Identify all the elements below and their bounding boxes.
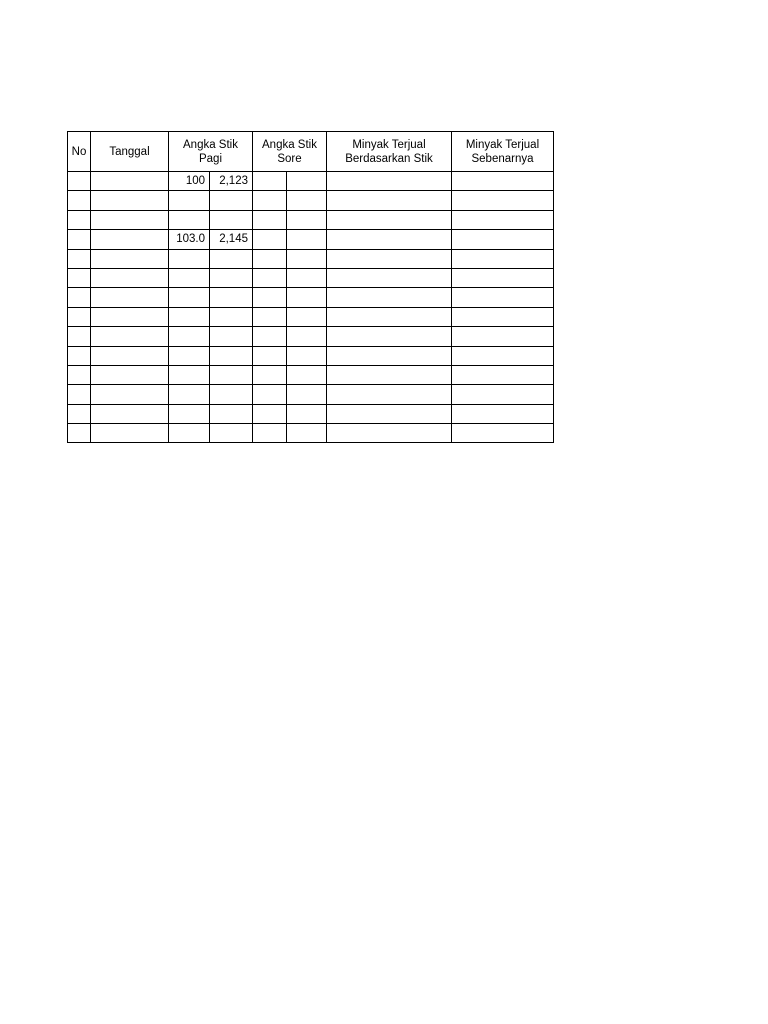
- terjual-stik-cell[interactable]: [327, 210, 452, 229]
- pagi-end-cell[interactable]: [210, 327, 253, 346]
- tanggal-cell[interactable]: [91, 210, 169, 229]
- terjual-sebenarnya-cell[interactable]: [452, 346, 554, 365]
- table-row: [68, 172, 554, 191]
- pagi-end-cell[interactable]: [210, 268, 253, 287]
- no-cell[interactable]: [68, 404, 91, 423]
- sore-start-cell[interactable]: [253, 365, 287, 384]
- pagi-start-cell[interactable]: [169, 210, 210, 229]
- sore-start-cell[interactable]: [253, 307, 287, 326]
- no-cell[interactable]: [68, 268, 91, 287]
- tanggal-cell[interactable]: [91, 365, 169, 384]
- sore-start-cell[interactable]: [253, 268, 287, 287]
- terjual-sebenarnya-cell[interactable]: [452, 327, 554, 346]
- terjual-stik-cell[interactable]: [327, 249, 452, 268]
- terjual-sebenarnya-cell[interactable]: [452, 365, 554, 384]
- terjual-sebenarnya-cell[interactable]: [452, 288, 554, 307]
- table-row: [68, 230, 554, 249]
- pagi-end-cell[interactable]: [210, 365, 253, 384]
- pagi-end-cell[interactable]: [210, 346, 253, 365]
- sore-end-cell[interactable]: [287, 307, 327, 326]
- tanggal-cell[interactable]: [91, 424, 169, 443]
- terjual-sebenarnya-cell[interactable]: [452, 191, 554, 210]
- table-row: [68, 249, 554, 268]
- table-row: [68, 424, 554, 443]
- sore-end-cell[interactable]: [287, 327, 327, 346]
- sore-end-cell[interactable]: [287, 230, 327, 249]
- tanggal-cell[interactable]: [91, 191, 169, 210]
- pagi-end-cell[interactable]: [210, 404, 253, 423]
- no-cell[interactable]: [68, 288, 91, 307]
- pagi-end-cell[interactable]: [210, 288, 253, 307]
- sore-start-cell[interactable]: [253, 191, 287, 210]
- pagi-start-cell[interactable]: [169, 307, 210, 326]
- terjual-stik-cell[interactable]: [327, 327, 452, 346]
- terjual-sebenarnya-cell[interactable]: [452, 230, 554, 249]
- no-cell[interactable]: [68, 249, 91, 268]
- pagi-end-cell[interactable]: [210, 385, 253, 404]
- terjual-stik-cell[interactable]: [327, 424, 452, 443]
- terjual-stik-cell[interactable]: [327, 191, 452, 210]
- pagi-start-cell[interactable]: 103.0: [169, 230, 210, 249]
- sore-end-cell[interactable]: [287, 191, 327, 210]
- pagi-start-cell[interactable]: [169, 327, 210, 346]
- terjual-sebenarnya-cell[interactable]: [452, 172, 554, 191]
- tanggal-cell[interactable]: [91, 249, 169, 268]
- pagi-end-cell[interactable]: 2,123: [210, 172, 253, 191]
- pagi-end-cell[interactable]: [210, 191, 253, 210]
- terjual-sebenarnya-cell[interactable]: [452, 385, 554, 404]
- tanggal-cell[interactable]: [91, 404, 169, 423]
- no-cell[interactable]: [68, 385, 91, 404]
- sore-end-cell[interactable]: [287, 385, 327, 404]
- table-row: [68, 288, 554, 307]
- sore-start-cell[interactable]: [253, 327, 287, 346]
- no-cell[interactable]: [68, 230, 91, 249]
- no-cell[interactable]: [68, 346, 91, 365]
- terjual-stik-cell[interactable]: [327, 385, 452, 404]
- tanggal-cell[interactable]: [91, 288, 169, 307]
- terjual-sebenarnya-cell[interactable]: [452, 424, 554, 443]
- pagi-end-cell[interactable]: [210, 249, 253, 268]
- terjual-sebenarnya-cell[interactable]: [452, 268, 554, 287]
- header-minyak-terjual-stik: Minyak Terjual Berdasarkan Stik: [327, 132, 452, 172]
- table-row: [68, 346, 554, 365]
- sore-end-cell[interactable]: [287, 249, 327, 268]
- terjual-sebenarnya-cell[interactable]: [452, 210, 554, 229]
- table-row: [68, 191, 554, 210]
- sore-end-cell[interactable]: [287, 365, 327, 384]
- terjual-stik-cell[interactable]: [327, 346, 452, 365]
- terjual-sebenarnya-cell[interactable]: [452, 249, 554, 268]
- header-tanggal: Tanggal: [91, 132, 169, 172]
- terjual-sebenarnya-cell[interactable]: [452, 404, 554, 423]
- pagi-start-cell[interactable]: [169, 424, 210, 443]
- terjual-stik-cell[interactable]: [327, 172, 452, 191]
- pagi-end-cell[interactable]: [210, 307, 253, 326]
- pagi-start-cell[interactable]: [169, 385, 210, 404]
- pagi-end-cell[interactable]: [210, 424, 253, 443]
- sore-end-cell[interactable]: [287, 404, 327, 423]
- sore-end-cell[interactable]: [287, 424, 327, 443]
- sore-start-cell[interactable]: [253, 288, 287, 307]
- sore-start-cell[interactable]: [253, 346, 287, 365]
- pagi-start-cell[interactable]: [169, 249, 210, 268]
- table-row: [68, 365, 554, 384]
- no-cell[interactable]: [68, 327, 91, 346]
- header-minyak-terjual-sebenarnya: Minyak Terjual Sebenarnya: [452, 132, 554, 172]
- sore-start-cell[interactable]: [253, 210, 287, 229]
- terjual-stik-cell[interactable]: [327, 307, 452, 326]
- tanggal-cell[interactable]: [91, 307, 169, 326]
- tanggal-cell[interactable]: [91, 230, 169, 249]
- header-angka-stik-pagi: Angka Stik Pagi: [169, 132, 253, 172]
- sore-start-cell[interactable]: [253, 249, 287, 268]
- pagi-end-cell[interactable]: [210, 210, 253, 229]
- header-row: [68, 132, 554, 172]
- header-angka-stik-sore: Angka Stik Sore: [253, 132, 327, 172]
- pagi-start-cell[interactable]: [169, 346, 210, 365]
- pagi-start-cell[interactable]: [169, 365, 210, 384]
- pagi-start-cell[interactable]: [169, 191, 210, 210]
- pagi-start-cell[interactable]: 100: [169, 172, 210, 191]
- sore-start-cell[interactable]: [253, 385, 287, 404]
- sore-start-cell[interactable]: [253, 424, 287, 443]
- tanggal-cell[interactable]: [91, 385, 169, 404]
- tanggal-cell[interactable]: [91, 268, 169, 287]
- no-cell[interactable]: [68, 307, 91, 326]
- terjual-sebenarnya-cell[interactable]: [452, 307, 554, 326]
- sore-end-cell[interactable]: [287, 346, 327, 365]
- table-row: [68, 327, 554, 346]
- no-cell[interactable]: [68, 172, 91, 191]
- table-row: [68, 268, 554, 287]
- pagi-start-cell[interactable]: [169, 288, 210, 307]
- table-row: [68, 210, 554, 229]
- terjual-stik-cell[interactable]: [327, 288, 452, 307]
- sore-end-cell[interactable]: [287, 268, 327, 287]
- table-row: [68, 385, 554, 404]
- terjual-stik-cell[interactable]: [327, 404, 452, 423]
- oil-sales-table: [67, 131, 554, 443]
- sore-end-cell[interactable]: [287, 288, 327, 307]
- no-cell[interactable]: [68, 365, 91, 384]
- no-cell[interactable]: [68, 210, 91, 229]
- header-no: No: [68, 132, 91, 172]
- terjual-stik-cell[interactable]: [327, 230, 452, 249]
- sore-start-cell[interactable]: [253, 404, 287, 423]
- tanggal-cell[interactable]: [91, 172, 169, 191]
- terjual-stik-cell[interactable]: [327, 268, 452, 287]
- tanggal-cell[interactable]: [91, 346, 169, 365]
- sore-end-cell[interactable]: [287, 172, 327, 191]
- sore-start-cell[interactable]: [253, 230, 287, 249]
- sore-end-cell[interactable]: [287, 210, 327, 229]
- pagi-start-cell[interactable]: [169, 268, 210, 287]
- tanggal-cell[interactable]: [91, 327, 169, 346]
- table-row: [68, 404, 554, 423]
- table-body: [68, 172, 554, 443]
- no-cell[interactable]: [68, 424, 91, 443]
- pagi-end-cell[interactable]: 2,145: [210, 230, 253, 249]
- terjual-stik-cell[interactable]: [327, 365, 452, 384]
- no-cell[interactable]: [68, 191, 91, 210]
- table-row: [68, 307, 554, 326]
- pagi-start-cell[interactable]: [169, 404, 210, 423]
- sore-start-cell[interactable]: [253, 172, 287, 191]
